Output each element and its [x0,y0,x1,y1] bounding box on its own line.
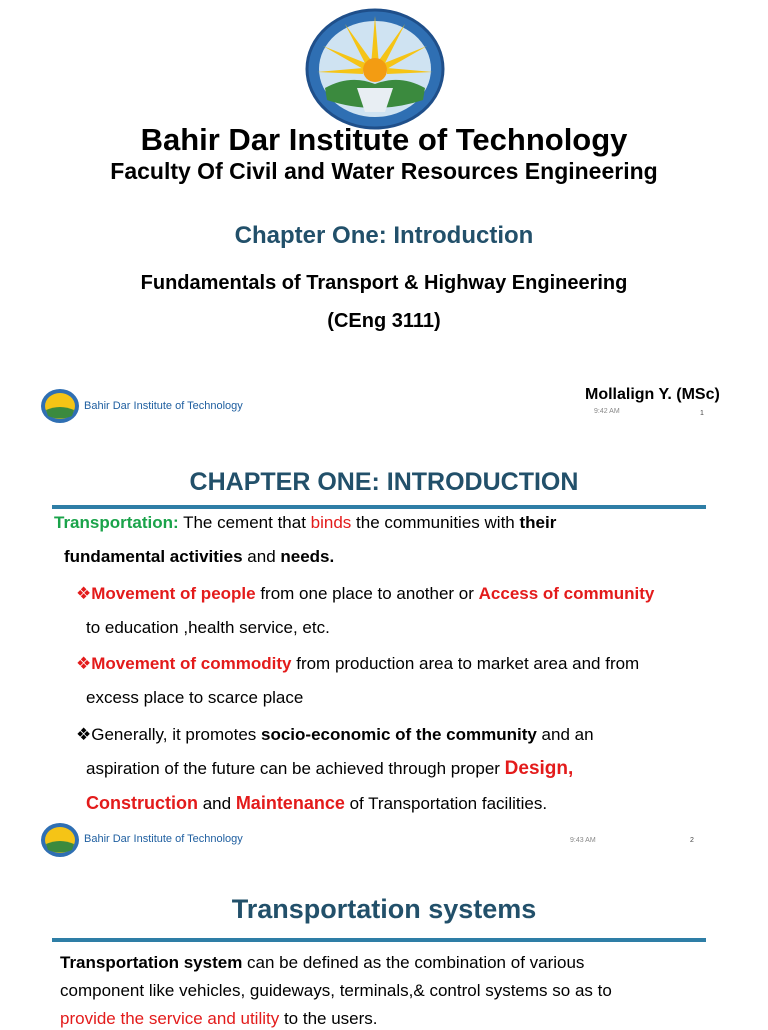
footer-logo-icon [40,388,80,424]
text-binds: binds [310,513,352,532]
course-title: Fundamentals of Transport & Highway Engineering [140,272,628,294]
text-their: their [519,513,557,532]
text-provide-service: provide the service and utility [60,1009,280,1028]
slide3-heading: Transportation systems [231,894,537,924]
term-transportation-system: Transportation system [60,953,243,972]
text: from one place to another or [255,584,479,603]
term-transportation: Transportation: [54,513,179,532]
bullet-generally-line2 [86,758,573,780]
faculty-name: Faculty Of Civil and Water Resources Engineering [110,158,658,184]
transportation-definition-line2 [64,546,334,568]
text: and an [536,725,594,744]
text: Generally, it promotes [91,725,262,744]
heading-rule [52,938,706,942]
text: and [242,547,281,566]
text-maintenance: Maintenance [235,793,345,813]
institute-title: Bahir Dar Institute of Technology [140,122,628,157]
footer-institute: Bahir Dar Institute of Technology [84,400,243,412]
bullet-diamond-icon: ❖ [76,584,92,603]
bullet-generally [76,724,594,746]
bullet-movement-of-people-line2: to education ,health service, etc. [86,618,330,637]
text: from production area to market area and from [291,654,640,673]
system-definition-line3 [60,1008,378,1030]
footer-institute: Bahir Dar Institute of Technology [84,833,243,845]
text: and [198,794,236,813]
bullet-movement-of-commodity [76,653,639,675]
bullet-generally-line3 [86,792,547,815]
author-name: Mollalign Y. (MSc) [585,386,720,403]
text: to the users. [279,1009,378,1028]
footer-time: 9:43 AM [570,837,596,844]
text: aspiration of the future can be achieved through proper [86,759,505,778]
footer-logo-icon [40,822,80,858]
bullet-movement-of-commodity-line2: excess place to scarce place [86,688,304,707]
text-socio-economic: socio-economic of the community [261,725,537,744]
text: The cement that [178,513,311,532]
text-fundamental: fundamental activities [64,547,243,566]
text-movement-commodity: Movement of commodity [91,654,292,673]
system-definition-line2: component like vehicles, guideways, terminals,& control systems so as to [60,981,612,1000]
bullet-diamond-icon: ❖ [76,654,92,673]
page-number: 2 [690,837,694,844]
text-construction: Construction [86,793,198,813]
system-definition-line1 [60,952,584,974]
bullet-movement-of-people [76,583,654,605]
chapter-title: Chapter One: Introduction [234,222,534,249]
heading-rule [52,505,706,509]
text: can be defined as the combination of various [242,953,585,972]
text: of Transportation facilities. [344,794,548,813]
text-needs: needs. [280,547,335,566]
title-slide [0,0,768,432]
transportation-definition-line1 [54,512,556,534]
footer-time: 9:42 AM [594,408,620,415]
text: the communities with [351,513,520,532]
text-movement-people: Movement of people [91,584,256,603]
slide2-heading: CHAPTER ONE: INTRODUCTION [189,468,579,496]
university-logo-icon [305,8,445,130]
text-access-community: Access of community [478,584,655,603]
bullet-diamond-icon: ❖ [76,725,92,744]
text-design: Design, [504,758,574,779]
page-number: 1 [700,410,704,417]
course-code: (CEng 3111) [327,310,441,332]
